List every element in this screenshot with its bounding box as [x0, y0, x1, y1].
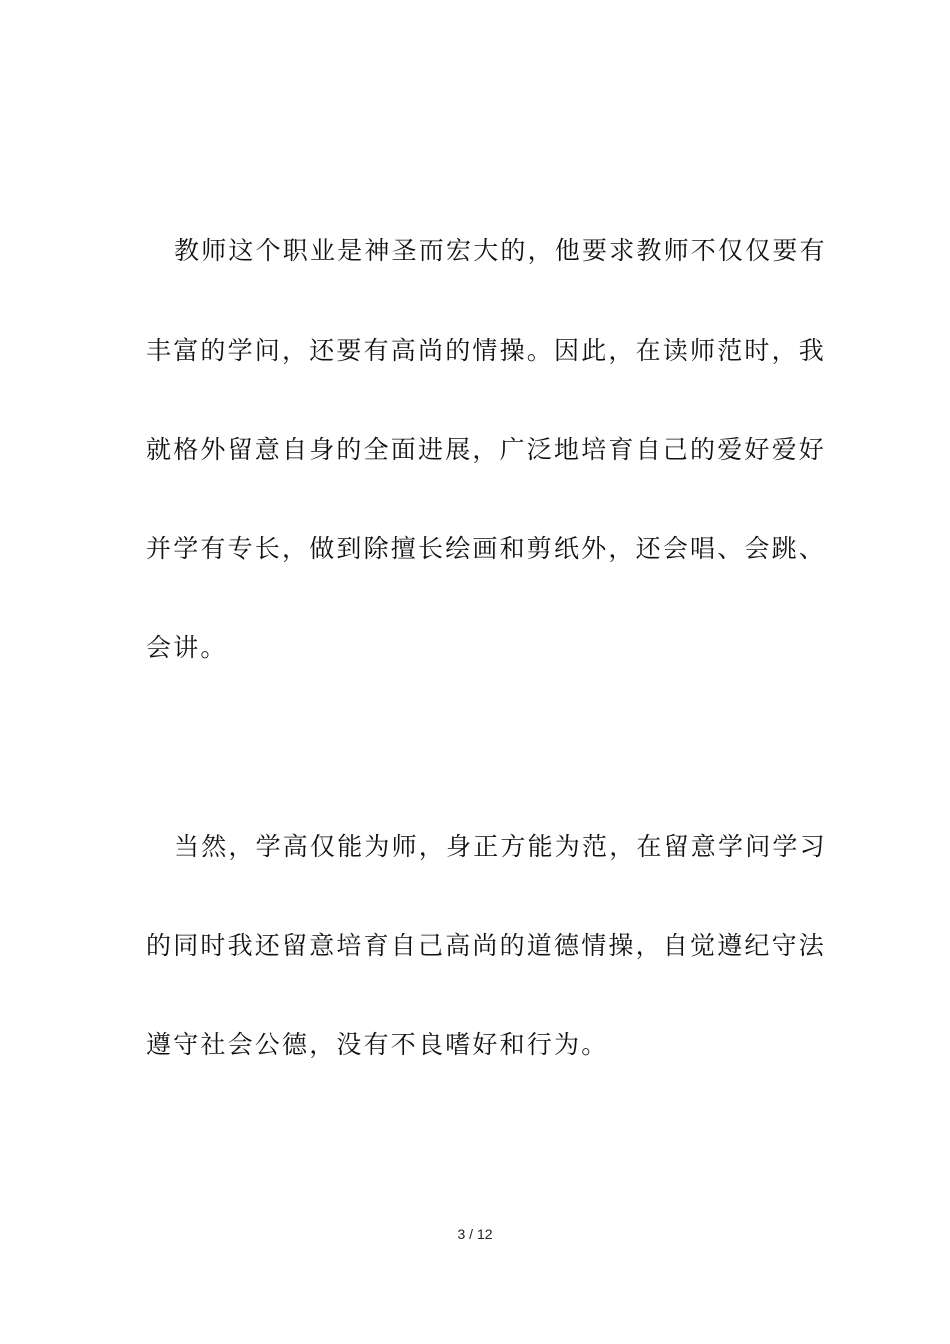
paragraph-line: 遵守社会公德，没有不良嗜好和行为。	[146, 1030, 609, 1059]
paragraph-line: 教师这个职业是神圣而宏大的，他要求教师不仅仅要有	[174, 236, 827, 265]
paragraph-line: 当然，学高仅能为师，身正方能为范，在留意学问学习	[174, 832, 827, 861]
paragraph-line: 就格外留意自身的全面进展，广泛地培育自己的爱好爱好	[146, 435, 827, 464]
paragraph-line: 并学有专长，做到除擅长绘画和剪纸外，还会唱、会跳、	[146, 534, 827, 563]
paragraph-line: 会讲。	[146, 633, 228, 662]
paragraph-line: 丰富的学问，还要有高尚的情操。因此，在读师范时，我	[146, 336, 827, 365]
page-number: 3 / 12	[457, 1226, 493, 1242]
paragraph-line: 的同时我还留意培育自己高尚的道德情操，自觉遵纪守法	[146, 931, 827, 960]
